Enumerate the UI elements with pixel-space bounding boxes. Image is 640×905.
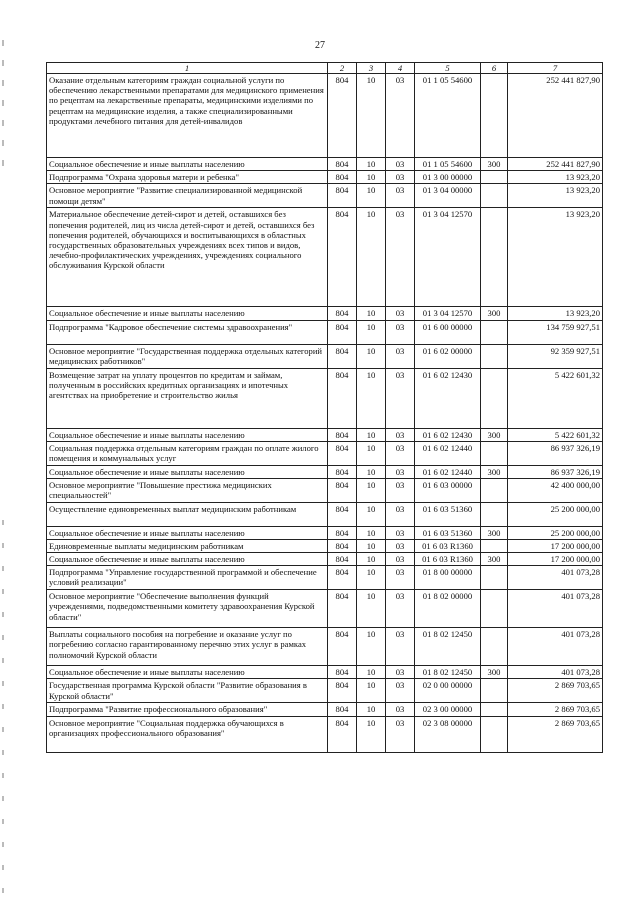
expense-type-cell: 300 [481, 307, 508, 320]
row-name-cell: Социальное обеспечение и иные выплаты населению [47, 428, 328, 441]
ministry-code-cell: 804 [328, 716, 357, 752]
amount-cell: 17 200 000,00 [508, 553, 603, 566]
section-code-cell: 10 [357, 171, 386, 184]
amount-cell: 401 073,28 [508, 566, 603, 590]
row-name-cell: Подпрограмма "Охрана здоровья матери и ребенка" [47, 171, 328, 184]
table-row [47, 679, 603, 703]
expense-type-cell: 300 [481, 465, 508, 478]
subsection-code-cell: 03 [386, 566, 415, 590]
ministry-code-cell: 804 [328, 666, 357, 679]
amount-cell: 13 923,20 [508, 171, 603, 184]
ministry-code-cell: 804 [328, 628, 357, 666]
ministry-code-cell: 804 [328, 428, 357, 441]
row-name-cell: Оказание отдельным категориям граждан социальной услуги по обеспечению лекарственными препаратами для медицинского применения по рецептам на лекарственные препараты, медицинскими изделиями по рецептам на медицинские изделия, а также специализированными продуктами лечебного питания для детей-инвалидов [47, 74, 328, 158]
section-code-cell: 10 [357, 539, 386, 552]
ministry-code-cell: 804 [328, 320, 357, 344]
column-header: 1 [47, 63, 328, 74]
table-row [47, 566, 603, 590]
section-code-cell: 10 [357, 553, 386, 566]
expense-type-cell: 300 [481, 553, 508, 566]
ministry-code-cell: 804 [328, 526, 357, 539]
expense-type-cell [481, 184, 508, 208]
subsection-code-cell: 03 [386, 703, 415, 716]
amount-cell: 13 923,20 [508, 307, 603, 320]
row-name-cell: Социальное обеспечение и иные выплаты населению [47, 553, 328, 566]
section-code-cell: 10 [357, 158, 386, 171]
amount-cell: 86 937 326,19 [508, 441, 603, 465]
section-code-cell: 10 [357, 74, 386, 158]
target-article-cell: 01 6 03 51360 [415, 526, 481, 539]
row-name-cell: Социальное обеспечение и иные выплаты населению [47, 666, 328, 679]
row-name-cell: Подпрограмма "Развитие профессионального образования" [47, 703, 328, 716]
subsection-code-cell: 03 [386, 716, 415, 752]
table-row [47, 368, 603, 428]
subsection-code-cell: 03 [386, 465, 415, 478]
section-code-cell: 10 [357, 208, 386, 307]
amount-cell: 401 073,28 [508, 666, 603, 679]
table-row [47, 553, 603, 566]
amount-cell: 2 869 703,65 [508, 679, 603, 703]
expense-type-cell: 300 [481, 666, 508, 679]
table-row [47, 441, 603, 465]
row-name-cell: Возмещение затрат на уплату процентов по кредитам и займам, полученным в российских кредитных организациях и ипотечных агентствах на приобретение и строительство жилья [47, 368, 328, 428]
ministry-code-cell: 804 [328, 553, 357, 566]
row-name-cell: Подпрограмма "Управление государственной программой и обеспечение условий реализации" [47, 566, 328, 590]
table-row [47, 344, 603, 368]
target-article-cell: 01 3 04 00000 [415, 184, 481, 208]
expense-type-cell [481, 171, 508, 184]
subsection-code-cell: 03 [386, 666, 415, 679]
expense-type-cell: 300 [481, 428, 508, 441]
row-name-cell: Основное мероприятие "Государственная поддержка отдельных категорий медицинских работников" [47, 344, 328, 368]
table-row [47, 307, 603, 320]
target-article-cell: 01 6 03 R1360 [415, 539, 481, 552]
column-header: 3 [357, 63, 386, 74]
row-name-cell: Выплаты социального пособия на погребение и оказание услуг по погребению согласно гарантированному перечню этих услуг в рамках полномочий Курской области [47, 628, 328, 666]
amount-cell: 252 441 827,90 [508, 74, 603, 158]
ministry-code-cell: 804 [328, 184, 357, 208]
expense-type-cell [481, 590, 508, 628]
table-row [47, 666, 603, 679]
section-code-cell: 10 [357, 502, 386, 526]
table-row [47, 465, 603, 478]
table-row [47, 320, 603, 344]
table-row [47, 208, 603, 307]
target-article-cell: 01 6 02 00000 [415, 344, 481, 368]
expense-type-cell: 300 [481, 158, 508, 171]
row-name-cell: Основное мероприятие "Развитие специализированной медицинской помощи детям" [47, 184, 328, 208]
subsection-code-cell: 03 [386, 628, 415, 666]
scan-edge-marks [0, 0, 10, 905]
table-row [47, 478, 603, 502]
section-code-cell: 10 [357, 679, 386, 703]
amount-cell: 2 869 703,65 [508, 716, 603, 752]
section-code-cell: 10 [357, 428, 386, 441]
expense-type-cell [481, 320, 508, 344]
amount-cell: 92 359 927,51 [508, 344, 603, 368]
ministry-code-cell: 804 [328, 465, 357, 478]
expense-type-cell [481, 208, 508, 307]
expense-type-cell [481, 502, 508, 526]
table-row [47, 526, 603, 539]
amount-cell: 2 869 703,65 [508, 703, 603, 716]
amount-cell: 42 400 000,00 [508, 478, 603, 502]
target-article-cell: 01 8 00 00000 [415, 566, 481, 590]
column-header: 6 [481, 63, 508, 74]
table-row [47, 703, 603, 716]
section-code-cell: 10 [357, 526, 386, 539]
ministry-code-cell: 804 [328, 441, 357, 465]
expense-type-cell [481, 368, 508, 428]
ministry-code-cell: 804 [328, 368, 357, 428]
target-article-cell: 01 6 02 12430 [415, 428, 481, 441]
subsection-code-cell: 03 [386, 171, 415, 184]
section-code-cell: 10 [357, 320, 386, 344]
section-code-cell: 10 [357, 441, 386, 465]
amount-cell: 5 422 601,32 [508, 368, 603, 428]
ministry-code-cell: 804 [328, 566, 357, 590]
row-name-cell: Подпрограмма "Кадровое обеспечение системы здравоохранения" [47, 320, 328, 344]
subsection-code-cell: 03 [386, 74, 415, 158]
subsection-code-cell: 03 [386, 208, 415, 307]
expense-type-cell [481, 566, 508, 590]
amount-cell: 86 937 326,19 [508, 465, 603, 478]
subsection-code-cell: 03 [386, 441, 415, 465]
column-header: 4 [386, 63, 415, 74]
target-article-cell: 01 6 00 00000 [415, 320, 481, 344]
ministry-code-cell: 804 [328, 344, 357, 368]
section-code-cell: 10 [357, 566, 386, 590]
expense-type-cell [481, 679, 508, 703]
table-body [47, 74, 603, 752]
table-row [47, 428, 603, 441]
amount-cell: 252 441 827,90 [508, 158, 603, 171]
expense-type-cell [481, 716, 508, 752]
column-header: 2 [328, 63, 357, 74]
table-row [47, 539, 603, 552]
target-article-cell: 02 0 00 00000 [415, 679, 481, 703]
subsection-code-cell: 03 [386, 344, 415, 368]
column-header: 7 [508, 63, 603, 74]
table-row [47, 716, 603, 752]
section-code-cell: 10 [357, 478, 386, 502]
row-name-cell: Осуществление единовременных выплат медицинским работникам [47, 502, 328, 526]
row-name-cell: Основное мероприятие "Социальная поддержка обучающихся в организациях профессионального образования" [47, 716, 328, 752]
target-article-cell: 01 8 02 00000 [415, 590, 481, 628]
table-row [47, 171, 603, 184]
ministry-code-cell: 804 [328, 478, 357, 502]
column-header: 5 [415, 63, 481, 74]
page-number: 27 [315, 40, 325, 51]
amount-cell: 13 923,20 [508, 184, 603, 208]
subsection-code-cell: 03 [386, 502, 415, 526]
subsection-code-cell: 03 [386, 539, 415, 552]
expense-type-cell: 300 [481, 526, 508, 539]
section-code-cell: 10 [357, 628, 386, 666]
ministry-code-cell: 804 [328, 590, 357, 628]
row-name-cell: Основное мероприятие "Обеспечение выполнения функций учреждениями, подведомственными комитету здравоохранения Курской области" [47, 590, 328, 628]
subsection-code-cell: 03 [386, 184, 415, 208]
target-article-cell: 01 8 02 12450 [415, 628, 481, 666]
row-name-cell: Материальное обеспечение детей-сирот и детей, оставшихся без попечения родителей, лиц из числа детей-сирот и детей, оставшихся без попечения родителей, обучающихся и воспитывающихся в областных государственных образовательных учреждениях всех типов и видов, лечебно-профилактических учреждениях, учреждениях социального обслуживания Курской области [47, 208, 328, 307]
row-name-cell: Социальное обеспечение и иные выплаты населению [47, 465, 328, 478]
target-article-cell: 01 6 02 12430 [415, 368, 481, 428]
table-row [47, 590, 603, 628]
expense-type-cell [481, 344, 508, 368]
amount-cell: 401 073,28 [508, 628, 603, 666]
target-article-cell: 02 3 08 00000 [415, 716, 481, 752]
subsection-code-cell: 03 [386, 679, 415, 703]
subsection-code-cell: 03 [386, 478, 415, 502]
section-code-cell: 10 [357, 184, 386, 208]
amount-cell: 401 073,28 [508, 590, 603, 628]
section-code-cell: 10 [357, 716, 386, 752]
target-article-cell: 01 1 05 54600 [415, 158, 481, 171]
ministry-code-cell: 804 [328, 307, 357, 320]
section-code-cell: 10 [357, 368, 386, 428]
section-code-cell: 10 [357, 703, 386, 716]
target-article-cell: 01 3 04 12570 [415, 208, 481, 307]
amount-cell: 25 200 000,00 [508, 502, 603, 526]
ministry-code-cell: 804 [328, 74, 357, 158]
section-code-cell: 10 [357, 465, 386, 478]
target-article-cell: 01 6 03 51360 [415, 502, 481, 526]
table-row [47, 628, 603, 666]
target-article-cell: 01 3 04 12570 [415, 307, 481, 320]
subsection-code-cell: 03 [386, 553, 415, 566]
table-row [47, 502, 603, 526]
subsection-code-cell: 03 [386, 320, 415, 344]
amount-cell: 134 759 927,51 [508, 320, 603, 344]
expense-type-cell [481, 703, 508, 716]
row-name-cell: Социальное обеспечение и иные выплаты населению [47, 526, 328, 539]
target-article-cell: 01 6 03 00000 [415, 478, 481, 502]
row-name-cell: Социальное обеспечение и иные выплаты населению [47, 307, 328, 320]
row-name-cell: Основное мероприятие "Повышение престижа медицинских специальностей" [47, 478, 328, 502]
subsection-code-cell: 03 [386, 368, 415, 428]
row-name-cell: Социальная поддержка отдельным категориям граждан по оплате жилого помещения и коммунальных услуг [47, 441, 328, 465]
ministry-code-cell: 804 [328, 502, 357, 526]
expense-type-cell [481, 441, 508, 465]
target-article-cell: 01 6 03 R1360 [415, 553, 481, 566]
subsection-code-cell: 03 [386, 307, 415, 320]
section-code-cell: 10 [357, 590, 386, 628]
row-name-cell: Единовременные выплаты медицинским работникам [47, 539, 328, 552]
ministry-code-cell: 804 [328, 703, 357, 716]
target-article-cell: 01 6 02 12440 [415, 441, 481, 465]
target-article-cell: 01 1 05 54600 [415, 74, 481, 158]
amount-cell: 25 200 000,00 [508, 526, 603, 539]
table-row [47, 74, 603, 158]
table-row [47, 184, 603, 208]
subsection-code-cell: 03 [386, 428, 415, 441]
ministry-code-cell: 804 [328, 208, 357, 307]
expense-type-cell [481, 628, 508, 666]
amount-cell: 5 422 601,32 [508, 428, 603, 441]
ministry-code-cell: 804 [328, 539, 357, 552]
amount-cell: 17 200 000,00 [508, 539, 603, 552]
section-code-cell: 10 [357, 307, 386, 320]
table-header-row [47, 63, 603, 74]
target-article-cell: 02 3 00 00000 [415, 703, 481, 716]
target-article-cell: 01 6 02 12440 [415, 465, 481, 478]
table-row [47, 158, 603, 171]
section-code-cell: 10 [357, 666, 386, 679]
target-article-cell: 01 8 02 12450 [415, 666, 481, 679]
section-code-cell: 10 [357, 344, 386, 368]
subsection-code-cell: 03 [386, 590, 415, 628]
subsection-code-cell: 03 [386, 158, 415, 171]
subsection-code-cell: 03 [386, 526, 415, 539]
expense-type-cell [481, 74, 508, 158]
amount-cell: 13 923,20 [508, 208, 603, 307]
target-article-cell: 01 3 00 00000 [415, 171, 481, 184]
row-name-cell: Социальное обеспечение и иные выплаты населению [47, 158, 328, 171]
ministry-code-cell: 804 [328, 679, 357, 703]
expense-type-cell [481, 478, 508, 502]
budget-table [46, 62, 603, 753]
ministry-code-cell: 804 [328, 171, 357, 184]
expense-type-cell [481, 539, 508, 552]
ministry-code-cell: 804 [328, 158, 357, 171]
row-name-cell: Государственная программа Курской области "Развитие образования в Курской области" [47, 679, 328, 703]
